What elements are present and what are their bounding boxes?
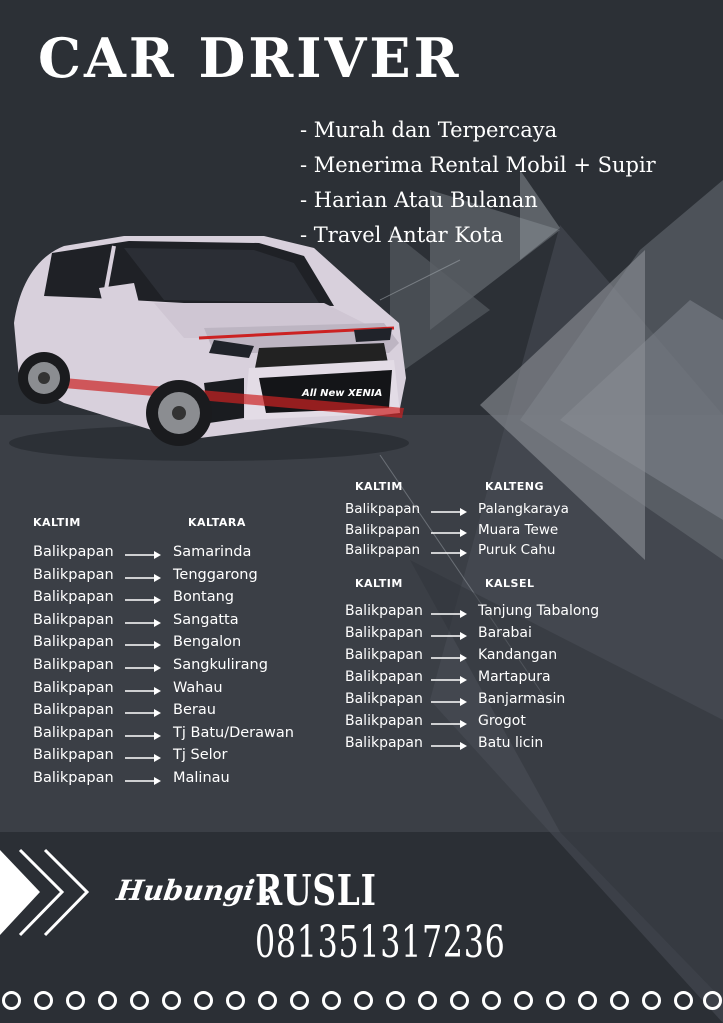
route-destination: Malinau [173,769,230,786]
arrow-right-icon [431,508,467,516]
circle-icon [194,991,213,1010]
circle-icon [258,991,277,1010]
kaltara-destination-header: KALTARA [188,516,246,529]
arrow-right-icon [431,698,467,706]
car-image [4,228,414,468]
arrow-right-icon [125,732,161,740]
circle-icon [514,991,533,1010]
route-destination: Wahau [173,679,223,696]
chevron-right-icon [0,845,105,940]
feature-item: - Travel Antar Kota [300,223,504,247]
route-destination: Kandangan [478,647,558,663]
route-origin: Balikpapan [33,611,114,628]
arrow-right-icon [125,709,161,717]
arrow-right-icon [431,632,467,640]
feature-item: - Harian Atau Bulanan [300,188,538,212]
car-plate-text: All New XENIA [302,388,383,399]
circle-icon [66,991,85,1010]
arrow-right-icon [125,619,161,627]
page-title: CAR DRIVER [38,26,462,90]
route-destination: Martapura [478,669,551,685]
circle-icon [610,991,629,1010]
circle-icon [162,991,181,1010]
route-origin: Balikpapan [33,566,114,583]
route-origin: Balikpapan [33,747,114,764]
feature-item: - Murah dan Terpercaya [300,118,558,142]
route-origin: Balikpapan [33,544,114,560]
route-destination: Sangkulirang [173,656,268,673]
route-origin: Balikpapan [345,542,421,558]
kalsel-origin-header: KALTIM [355,577,403,590]
circle-icon [546,991,565,1010]
circle-icon [226,991,245,1010]
circle-icon [322,991,341,1010]
route-destination: Barabai [478,625,532,641]
circle-icon [34,991,53,1010]
route-origin: Balikpapan [345,625,423,641]
circle-icon [2,991,21,1010]
route-origin: Balikpapan [345,691,423,707]
circle-icon [386,991,405,1010]
arrow-right-icon [125,777,161,785]
kalteng-origin-header: KALTIM [355,480,403,493]
arrow-right-icon [125,551,161,559]
route-destination: Samarinda [173,544,252,560]
route-destination: Muara Tewe [478,521,559,538]
route-destination: Banjarmasin [478,691,566,707]
route-origin: Balikpapan [345,669,423,685]
arrow-right-icon [431,549,467,557]
circle-icon [354,991,373,1010]
arrow-right-icon [125,574,161,582]
arrow-right-icon [431,529,467,537]
route-origin: Balikpapan [33,724,114,741]
route-origin: Balikpapan [33,589,114,606]
circle-icon [290,991,309,1010]
arrow-right-icon [125,596,161,604]
route-destination: Bontang [173,589,234,606]
route-origin: Balikpapan [345,603,423,619]
circle-icon [482,991,501,1010]
route-origin: Balikpapan [345,501,421,517]
circle-icon [642,991,661,1010]
arrow-right-icon [125,641,161,649]
feature-item: - Menerima Rental Mobil + Supir [300,153,656,177]
circle-icon [703,991,722,1010]
route-destination: Palangkaraya [478,501,569,517]
contact-label: Hubungi : [114,874,277,907]
circle-icon [130,991,149,1010]
route-destination: Sangatta [173,611,239,628]
route-origin: Balikpapan [33,679,114,696]
circle-icon [450,991,469,1010]
route-origin: Balikpapan [345,713,423,729]
decorative-circle-row [0,991,723,1011]
route-origin: Balikpapan [345,647,423,663]
arrow-right-icon [431,654,467,662]
route-destination: Grogot [478,713,526,729]
kalsel-destination-header: KALSEL [485,577,535,590]
circle-icon [578,991,597,1010]
route-destination: Puruk Cahu [478,542,556,558]
circle-icon [98,991,117,1010]
route-destination: Bengalon [173,634,242,651]
circle-icon [674,991,693,1010]
arrow-right-icon [125,664,161,672]
arrow-right-icon [431,610,467,618]
route-origin: Balikpapan [345,521,421,538]
route-destination: Tanjung Tabalong [478,603,600,619]
route-destination: Berau [173,702,216,719]
kalteng-destination-header: KALTENG [485,480,544,493]
route-destination: Tj Batu/Derawan [173,724,294,741]
route-origin: Balikpapan [345,735,423,751]
arrow-right-icon [125,754,161,762]
kaltara-origin-header: KALTIM [33,516,81,529]
route-origin: Balikpapan [33,702,114,719]
route-destination: Tenggarong [173,566,258,583]
route-destination: Batu licin [478,735,544,751]
contact-phone: 081351317236 [255,917,506,968]
arrow-right-icon [431,676,467,684]
route-origin: Balikpapan [33,769,114,786]
arrow-right-icon [431,720,467,728]
route-destination: Tj Selor [173,747,228,764]
circle-icon [418,991,437,1010]
route-origin: Balikpapan [33,634,114,651]
contact-name: RUSLI [255,866,377,915]
arrow-right-icon [431,742,467,750]
arrow-right-icon [125,687,161,695]
route-origin: Balikpapan [33,656,114,673]
